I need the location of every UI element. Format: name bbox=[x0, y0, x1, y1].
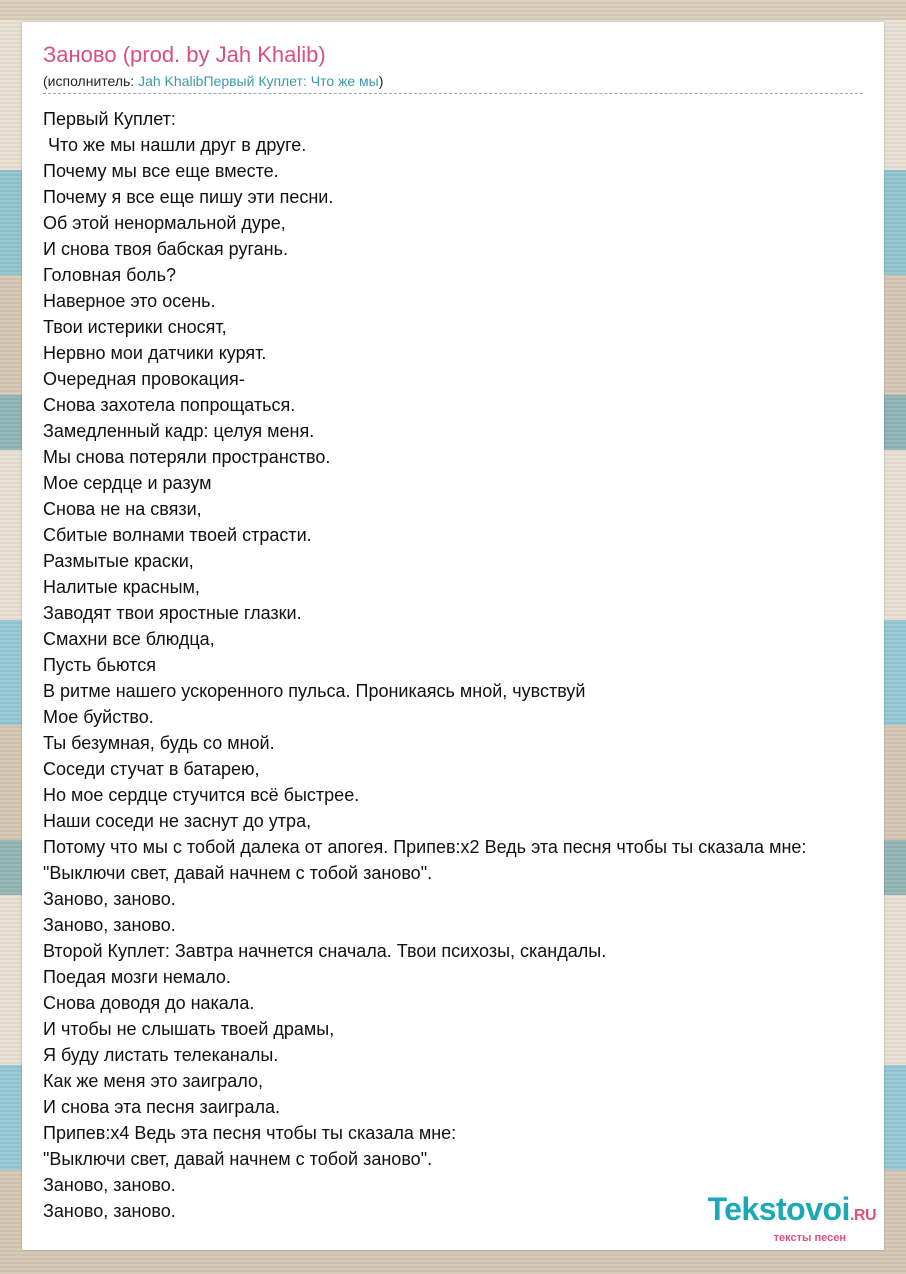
lyric-line: Соседи стучат в батарею, bbox=[43, 759, 260, 779]
lyric-line: Ты безумная, будь со мной. bbox=[43, 733, 275, 753]
logo-tagline: тексты песен bbox=[773, 1232, 846, 1244]
lyric-line: Наверное это осень. bbox=[43, 291, 216, 311]
lyric-line: Заново, заново. bbox=[43, 889, 176, 909]
lyric-line: Очередная провокация- bbox=[43, 369, 245, 389]
lyric-line: И чтобы не слышать твоей драмы, bbox=[43, 1019, 335, 1039]
lyric-line: Мое сердце и разум bbox=[43, 473, 212, 493]
lyrics-text bbox=[43, 106, 806, 1224]
lyric-line: Наши соседи не заснут до утра, bbox=[43, 811, 312, 831]
logo-tld: .RU bbox=[849, 1207, 876, 1224]
song-meta bbox=[43, 73, 863, 94]
lyric-line: Что же мы нашли друг в друге. bbox=[43, 135, 307, 155]
lyric-line: Второй Куплет: Завтра начнется сначала. Твои психозы, скандалы. bbox=[43, 941, 607, 961]
lyric-line: Заново, заново. bbox=[43, 915, 176, 935]
lyric-line: Поедая мозги немало. bbox=[43, 967, 231, 987]
lyric-line: Твои истерики сносят, bbox=[43, 317, 227, 337]
song-title: Заново (prod. by Jah Khalib) bbox=[43, 42, 326, 67]
lyric-line: Мое буйство. bbox=[43, 707, 154, 727]
lyric-line: "Выключи свет, давай начнем с тобой заново". bbox=[43, 863, 433, 883]
lyrics-card bbox=[22, 22, 884, 1250]
lyric-line: Снова доводя до накала. bbox=[43, 993, 255, 1013]
lyric-line: Об этой ненормальной дуре, bbox=[43, 213, 286, 233]
lyric-line: Заново, заново. bbox=[43, 1175, 176, 1195]
lyric-line: Почему мы все еще вместе. bbox=[43, 161, 279, 181]
lyric-line: Снова захотела попрощаться. bbox=[43, 395, 296, 415]
lyric-line: Первый Куплет: bbox=[43, 109, 176, 129]
lyric-line: "Выключи свет, давай начнем с тобой заново". bbox=[43, 1149, 433, 1169]
lyric-line: И снова твоя бабская ругань. bbox=[43, 239, 288, 259]
lyric-line: Смахни все блюдца, bbox=[43, 629, 215, 649]
lyric-line: В ритме нашего ускоренного пульса. Проникаясь мной, чувствуй bbox=[43, 681, 586, 701]
lyric-line: Потому что мы с тобой далека от апогея. Припев:x2 Ведь эта песня чтобы ты сказала мне: bbox=[43, 837, 807, 857]
lyric-line: Пусть бьются bbox=[43, 655, 156, 675]
lyric-line: Замедленный кадр: целуя меня. bbox=[43, 421, 315, 441]
logo-name: Tekstovoi bbox=[707, 1191, 850, 1227]
lyric-line: И снова эта песня заиграла. bbox=[43, 1097, 280, 1117]
lyric-line: Головная боль? bbox=[43, 265, 176, 285]
lyric-line: Мы снова потеряли пространство. bbox=[43, 447, 331, 467]
lyric-line: Нервно мои датчики курят. bbox=[43, 343, 267, 363]
lyric-line: Сбитые волнами твоей страсти. bbox=[43, 525, 312, 545]
lyric-line: Как же меня это заиграло, bbox=[43, 1071, 263, 1091]
lyric-line: Налитые красным, bbox=[43, 577, 200, 597]
lyric-line: Припев:x4 Ведь эта песня чтобы ты сказала мне: bbox=[43, 1123, 457, 1143]
lyric-line: Я буду листать телеканалы. bbox=[43, 1045, 279, 1065]
lyric-line: Но мое сердце стучится всё быстрее. bbox=[43, 785, 360, 805]
meta-suffix: ) bbox=[378, 73, 384, 89]
lyric-line: Заводят твои яростные глазки. bbox=[43, 603, 302, 623]
lyric-line: Заново, заново. bbox=[43, 1201, 176, 1221]
lyric-line: Почему я все еще пишу эти песни. bbox=[43, 187, 334, 207]
site-logo[interactable] bbox=[707, 1193, 876, 1244]
meta-prefix: (исполнитель: bbox=[43, 73, 139, 89]
artist-link[interactable]: Jah KhalibПервый Куплет: Что же мы bbox=[138, 73, 379, 89]
lyric-line: Снова не на связи, bbox=[43, 499, 202, 519]
lyric-line: Размытые краски, bbox=[43, 551, 194, 571]
